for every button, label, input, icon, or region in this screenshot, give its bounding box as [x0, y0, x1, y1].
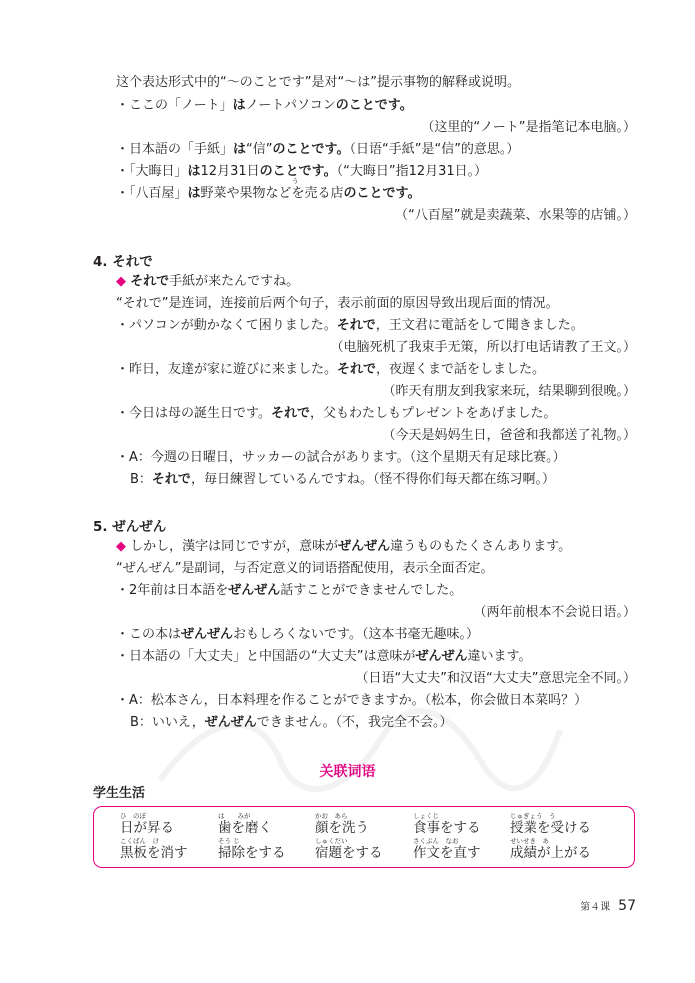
vocab-item: さくぶん なお 作文を直す: [413, 837, 481, 861]
vocab-item: は みが 歯を磨く: [218, 812, 272, 836]
vocab-item: こくばん け 黒板を消す: [120, 837, 188, 861]
explanation: “ぜんぜん”是副词，与否定意义的词语搭配使用，表示全面否定。: [116, 561, 494, 576]
section-heading: 4. それで: [93, 254, 153, 270]
vocab-item: かお あら 顔を洗う: [315, 812, 369, 836]
vocab-item: しょくじ 食事をする: [413, 812, 481, 836]
example-line: ・パソコンが動かなくて困りました。それで，王文君に電話をして聞きました。: [116, 318, 584, 333]
example-line: ・今日は母の誕生日です。それで，父もわたしもプレゼントをあげました。: [116, 406, 557, 421]
ruby-annotation: う: [292, 177, 299, 185]
dialogue-a: ・A：今週の日曜日，サッカーの試合があります。（这个星期天有足球比赛。）: [116, 450, 566, 465]
translation: （今天是妈妈生日，爸爸和我都送了礼物。）: [382, 428, 636, 443]
example-line: ・日本語の「手紙」は“信”のことです。（日语“手紙”是“信”的意思。）: [116, 142, 520, 157]
diamond-icon: ◆: [116, 539, 126, 554]
lesson-label: 第４课: [580, 902, 611, 913]
dialogue-a: ・A：松本さん，日本料理を作ることができますか。（松本，你会做日本菜吗？）: [116, 693, 588, 708]
translation: （日语“大丈夫”和汉语“大丈夫”意思完全不同。）: [355, 671, 636, 686]
key-example: ◆ それで手紙が来たんですね。: [116, 274, 300, 289]
vocab-item: せいせき あ 成績が上がる: [510, 837, 591, 861]
vocab-item: そう じ 掃除をする: [218, 837, 286, 861]
vocab-item: ひ のぼ 日が昇る: [120, 812, 174, 836]
vocab-item: しゅくだい 宿題をする: [315, 837, 383, 861]
translation: （昨天有朋友到我家来玩，结果聊到很晚。）: [382, 384, 636, 399]
example-line: ・ここの「ノート」はノートパソコンのことです。: [116, 98, 413, 113]
section-heading: 5. ぜんぜん: [93, 519, 167, 535]
page-number: 57: [618, 898, 636, 914]
dialogue-b: B：それで，毎日練習しているんですね。（怪不得你们每天都在练习啊。）: [130, 472, 555, 487]
example-line: ・昨日，友達が家に遊びに来ました。それで，夜遅くまで話をしました。: [116, 362, 546, 377]
translation: （两年前根本不会说日语。）: [473, 605, 636, 620]
dialogue-b: B：いいえ，ぜんぜんできません。（不，我完全不会。）: [130, 715, 453, 730]
intro-text: 这个表达形式中的“～のことです”是对“～は”提示事物的解释或说明。: [116, 75, 520, 90]
vocab-item: じゅぎょう う 授業を受ける: [510, 812, 591, 836]
diamond-icon: ◆: [116, 274, 126, 289]
example-line: ・この本はぜんぜんおもしろくないです。（这本书毫无趣味。）: [116, 627, 479, 642]
related-words-title: 关联词语: [319, 764, 376, 780]
translation: （这里的“ノート”是指笔记本电脑。）: [421, 120, 636, 135]
key-example: ◆ しかし，漢字は同じですが，意味がぜんぜん違うものもたくさんあります。: [116, 539, 572, 554]
vocabulary-box: [93, 806, 635, 868]
example-line: ・日本語の「大丈夫」と中国語の“大丈夫”は意味がぜんぜん違います。: [116, 649, 532, 664]
translation: （“八百屋”就是卖蔬菜、水果等的店铺。）: [395, 208, 636, 223]
page-footer: [580, 898, 636, 914]
example-line: ・「八百屋」は野菜や果物などを売る店のことです。: [116, 186, 421, 201]
related-words-subtitle: 学生生活: [93, 786, 146, 801]
example-line: ・2年前は日本語をぜんぜん話すことができませんでした。: [116, 583, 463, 598]
explanation: “それで”是连词，连接前后两个句子，表示前面的原因导致出现后面的情况。: [116, 296, 559, 311]
example-line: ・「大晦日」は12月31日のことです。（“大晦日”指12月31日。）: [116, 164, 488, 179]
translation: （电脑死机了我束手无策，所以打电话请教了王文。）: [330, 340, 636, 355]
